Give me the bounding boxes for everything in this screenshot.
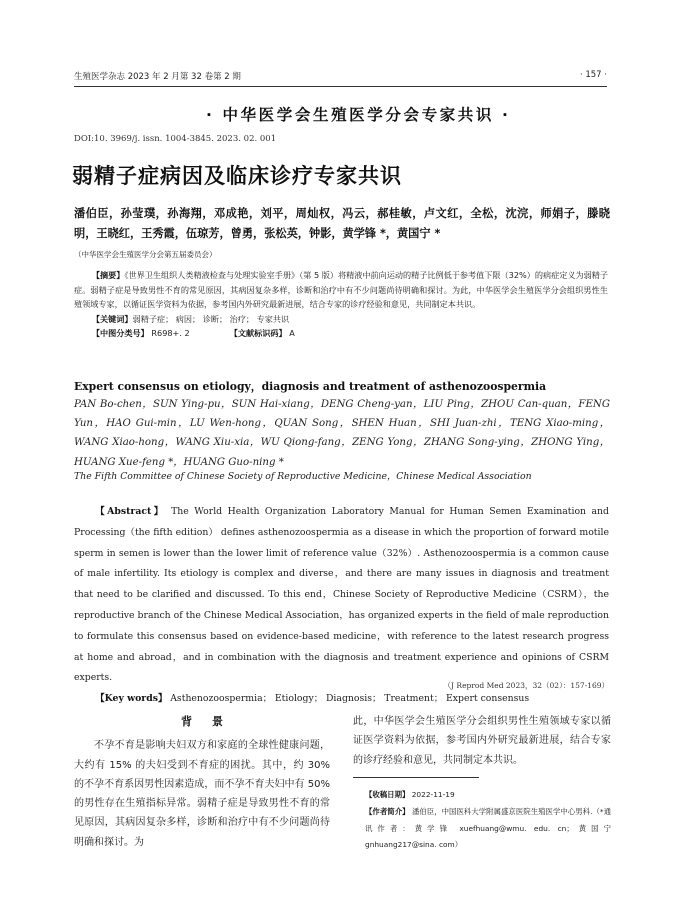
- keywords-cn-row: [74, 312, 608, 327]
- author-info-text: 潘伯臣，中国医科大学附属盛京医院生殖医学中心男科.（*通讯作者：黄学锋 xuefhuang@wmu. edu. cn；黄国宁 gnhuang217@sina. com）: [365, 806, 611, 850]
- article-title-en: Expert consensus on etiology，diagnosis and treatment of asthenozoospermia: [74, 380, 547, 393]
- abstract-cn-text: 《世界卫生组织人类精液检查与处理实验室手册》（第 5 版）将精液中前向运动的精子比例低于参考值下限（32%）的病症定义为弱精子症。弱精子症是导致男性不育的常见原因，其病因复杂多样，诊断和治疗中有不少问题尚待明确和探讨。为此，中华医学会生殖医学分会组织男性生殖领域专家，以循证医学资料为依据，参考国内外研究最新进展，结合专家的诊疗经验和意见，共同制定本共识。: [74, 270, 608, 310]
- doi: DOI:10. 3969/j. issn. 1004-3845. 2023. 02. 001: [74, 134, 277, 144]
- footnote-rule: [353, 777, 479, 778]
- classification-row: [74, 326, 608, 341]
- doc-code-value: A: [289, 328, 295, 339]
- body-paragraph-left: 不孕不育是影响夫妇双方和家庭的全球性健康问题，大约有 15% 的夫妇受到不育症的困扰。其中，约 30% 的不孕不育系因男性因素造成，而不孕不育夫妇中有 50% 的男性存在生殖指标异常。弱精子症是导致男性不育的常见原因，其病因复杂多样，诊断和治疗中有不少问题尚待明确和探讨。为: [74, 740, 330, 848]
- article-title-cn: 弱精子症病因及临床诊疗专家共识: [72, 164, 402, 188]
- abstract-cn-label: 【摘要】: [91, 270, 125, 280]
- affiliation-cn: （中华医学会生殖医学分会第五届委员会）: [74, 250, 217, 259]
- received-value: 2022-11-19: [411, 790, 455, 799]
- author-list-en: PAN Bo-chen，SUN Ying-pu，SUN Hai-xiang，DENG Cheng-yan，LIU Ping，ZHOU Can-quan，FENG Yun，HAO Gui-min，LU Wen-hong，QUAN Song，SHEN Huan，SHI Juan-zhi，TENG Xiao-ming，WANG Xiao-hong，WANG Xiu-xia，WU Qiong-fang，ZENG Yong，ZHANG Song-ying，ZHONG Ying，HUANG Xue-feng *，HUANG Guo-ning *: [74, 399, 610, 468]
- author-info-label: 【作者简介】: [365, 806, 410, 816]
- abstract-en: [74, 502, 609, 710]
- affiliation-en: The Fifth Committee of Chinese Society of Reproductive Medicine，Chinese Medical Association: [74, 471, 532, 482]
- author-info: [353, 804, 611, 854]
- received-label: 【收稿日期】: [365, 790, 410, 799]
- abstract-en-label: 【Abstract】: [95, 506, 166, 517]
- journal-issue: 生殖医学杂志 2023 年 2 月第 32 卷第 2 期: [74, 72, 241, 82]
- author-list-cn: 潘伯臣，孙莹璞，孙海翔，邓成艳，刘平，周灿权，冯云，郝桂敏，卢文红，全松，沈浣，师娟子，滕晓明，王晓红，王秀霞，伍琼芳，曾勇，张松英，钟影，黄学锋 *，黄国宁 *: [74, 207, 610, 240]
- header-rule: [74, 86, 607, 87]
- abstract-cn-paragraph: [74, 268, 608, 312]
- body-left-column: [74, 712, 330, 852]
- clc-value: R698+. 2: [151, 328, 190, 339]
- received-date: [353, 787, 611, 804]
- body-right-column: [353, 712, 611, 770]
- keywords-en-row: [74, 689, 609, 710]
- page-number: · 157 ·: [579, 70, 607, 80]
- section-heading-background: 背景: [181, 715, 243, 728]
- keywords-en: Asthenozoospermia； Etiology； Diagnosis； Treatment； Expert consensus: [170, 693, 530, 705]
- body-paragraph-right: 此，中华医学会生殖医学分会组织男性生殖领域专家以循证医学资料为依据，参考国内外研究最新进展，结合专家的诊疗经验和意见，共同制定本共识。: [353, 716, 611, 766]
- clc-label: 【中图分类号】: [91, 328, 149, 339]
- abstract-en-paragraph: [74, 502, 609, 689]
- keywords-en-label: 【Key words】: [95, 693, 168, 705]
- keywords-cn-label: 【关键词】: [91, 313, 133, 324]
- citation: （J Reprod Med 2023，32（02）：157-169）: [443, 681, 609, 690]
- running-header: [74, 70, 607, 84]
- abstract-en-text: The World Health Organization Laboratory Manual for Human Semen Examination and Processing（the fifth edition） defines asthenozoospermia as a disease in which the proportion of forward motile sperm in semen is lower than the lower limit of reference value（32%）. Asthenozoospermia is a common cause of male infertility. Its etiology is complex and diverse，and there are many issues in diagnosis and treatment that need to be clarified and discussed. To this end，Chinese Society of Reproductive Medicine（CSRM），the reproductive branch of the Chinese Medical Association，has organized experts in the field of male reproduction to formulate this consensus based on evidence-based medicine，with reference to the latest research progress at home and abroad，and in combination with the diagnosis and treatment experience and opinions of CSRM experts.: [74, 506, 609, 684]
- section-banner: · 中华医学会生殖医学分会专家共识 ·: [206, 106, 511, 124]
- abstract-cn: [74, 268, 608, 341]
- doc-code-label: 【文献标识码】: [229, 328, 287, 339]
- keywords-cn: 弱精子症； 病因； 诊断； 治疗； 专家共识: [132, 313, 290, 324]
- footnotes: [353, 787, 611, 854]
